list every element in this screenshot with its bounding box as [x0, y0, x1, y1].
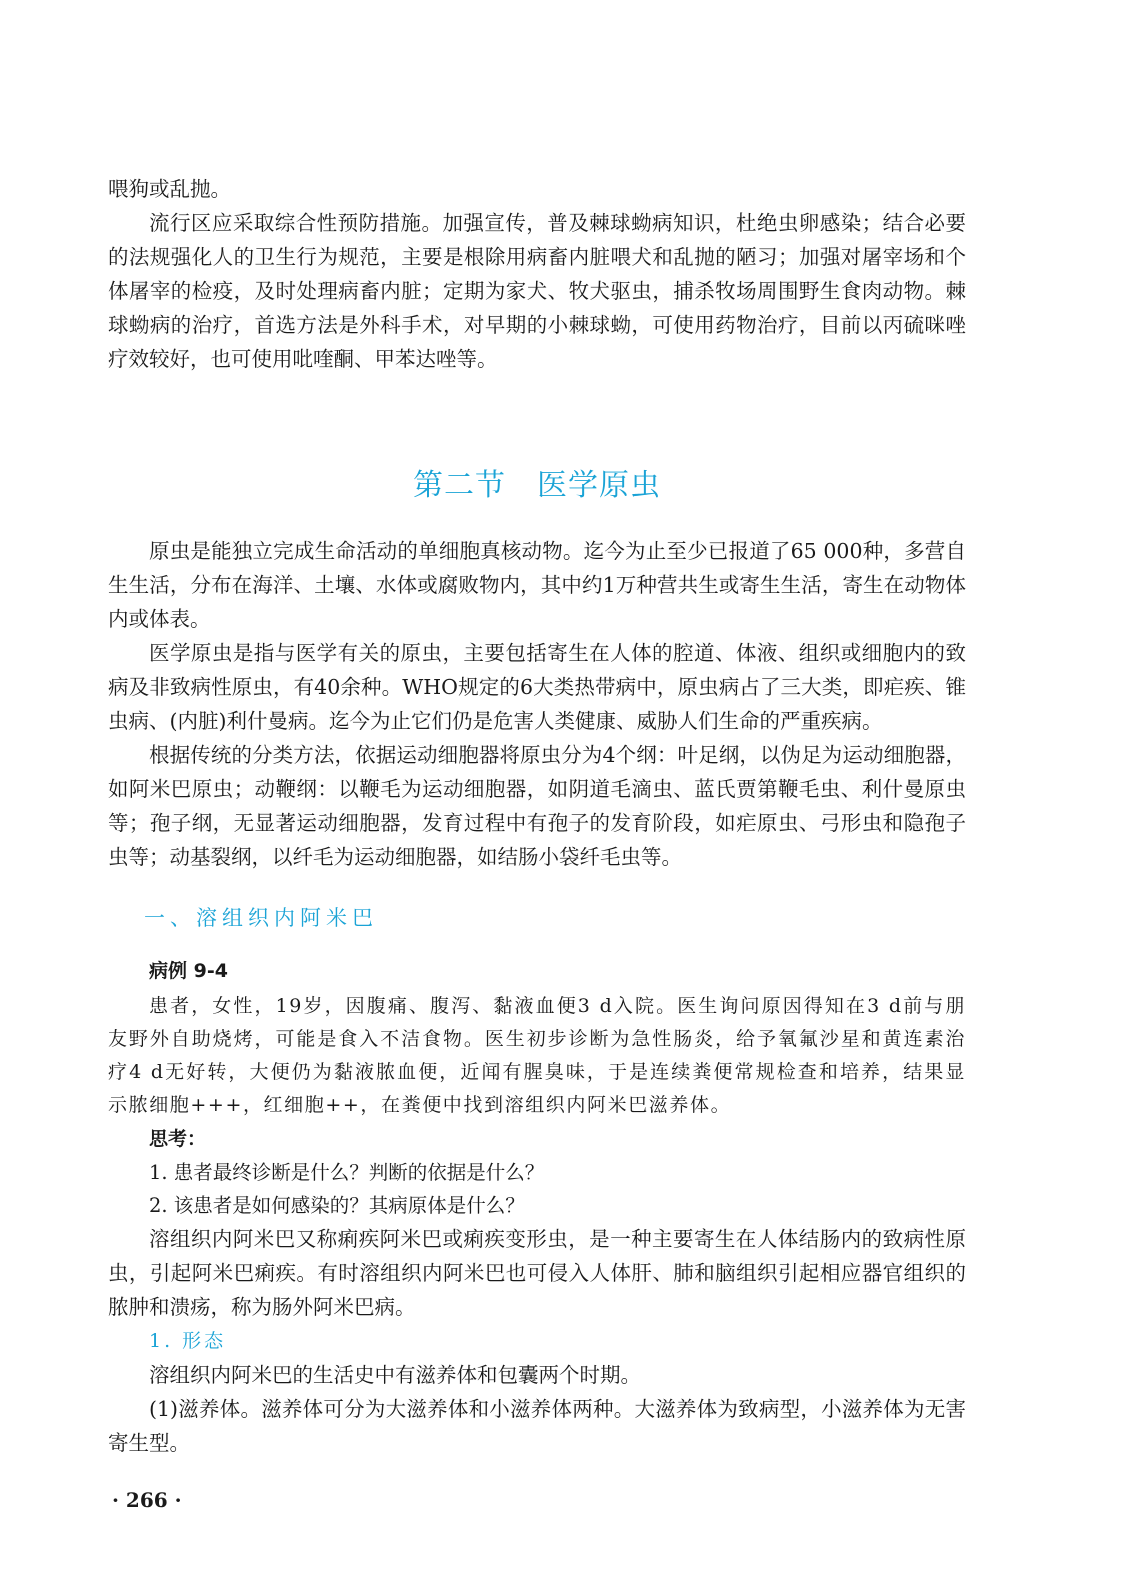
subsection-title: 一、溶组织内阿米巴: [144, 906, 378, 930]
page-content: [108, 172, 966, 1460]
paragraph-medical-protozoa: 医学原虫是指与医学有关的原虫，主要包括寄生在人体的腔道、体液、组织或细胞内的致病及非致病性原虫，有40余种。WHO规定的6大类热带病中，原虫病占了三大类，即疟疾、锥虫病、(内脏)利什曼病。迄今为止它们仍是危害人类健康、威胁人们生命的严重疾病。: [108, 641, 966, 733]
paragraph-morphology: 溶组织内阿米巴的生活史中有滋养体和包囊两个时期。: [149, 1363, 641, 1387]
case-label: 病例 9-4: [149, 960, 228, 982]
paragraph-amoeba: 溶组织内阿米巴又称痢疾阿米巴或痢疾变形虫，是一种主要寄生在人体结肠内的致病性原虫，引起阿米巴痢疾。有时溶组织内阿米巴也可侵入人体肝、肺和脑组织引起相应器官组织的脓肿和溃疡，称为肠外阿米巴病。: [108, 1227, 966, 1319]
question-1: 1. 患者最终诊断是什么？判断的依据是什么？: [149, 1161, 545, 1184]
paragraph-trophozoite: (1)滋养体。滋养体可分为大滋养体和小滋养体两种。大滋养体为致病型，小滋养体为无害寄生型。: [108, 1397, 966, 1455]
paragraph-prevention: 流行区应采取综合性预防措施。加强宣传，普及棘球蚴病知识，杜绝虫卵感染；结合必要的法规强化人的卫生行为规范，主要是根除用病畜内脏喂犬和乱抛的陋习；加强对屠宰场和个体屠宰的检疫，及时处理病畜内脏；定期为家犬、牧犬驱虫，捕杀牧场周围野生食肉动物。棘球蚴病的治疗，首选方法是外科手术，对早期的小棘球蚴，可使用药物治疗，目前以丙硫咪唑疗效较好，也可使用吡喹酮、甲苯达唑等。: [108, 211, 966, 371]
case-text: 患者，女性，19岁，因腹痛、腹泻、黏液血便3 d入院。医生询问原因得知在3 d前与朋友野外自助烧烤，可能是食入不洁食物。医生初步诊断为急性肠炎，给予氧氟沙星和黄连素治疗4 d无好转，大便仍为黏液脓血便，近闻有腥臭味，于是连续粪便常规检查和培养，结果显示脓细胞+++，红细胞++，在粪便中找到溶组织内阿米巴滋养体。: [108, 995, 966, 1116]
paragraph-protozoa-definition: 原虫是能独立完成生命活动的单细胞真核动物。迄今为止至少已报道了65 000种，多营自生生活，分布在海洋、土壤、水体或腐败物内，其中约1万种营共生或寄生生活，寄生在动物体内或体表。: [108, 539, 966, 631]
paragraph-tail: 喂狗或乱抛。: [108, 177, 231, 201]
morphology-heading: 1. 形态: [149, 1330, 227, 1352]
section-title: 第二节 医学原虫: [413, 468, 661, 503]
think-label: 思考：: [149, 1128, 207, 1150]
paragraph-classification: 根据传统的分类方法，依据运动细胞器将原虫分为4个纲：叶足纲，以伪足为运动细胞器，如阿米巴原虫；动鞭纲：以鞭毛为运动细胞器，如阴道毛滴虫、蓝氏贾第鞭毛虫、利什曼原虫等；孢子纲，无显著运动细胞器，发育过程中有孢子的发育阶段，如疟原虫、弓形虫和隐孢子虫等；动基裂纲，以纤毛为运动细胞器，如结肠小袋纤毛虫等。: [108, 743, 966, 869]
page-number: · 266 ·: [112, 1488, 182, 1512]
question-2: 2. 该患者是如何感染的？其病原体是什么？: [149, 1194, 525, 1217]
